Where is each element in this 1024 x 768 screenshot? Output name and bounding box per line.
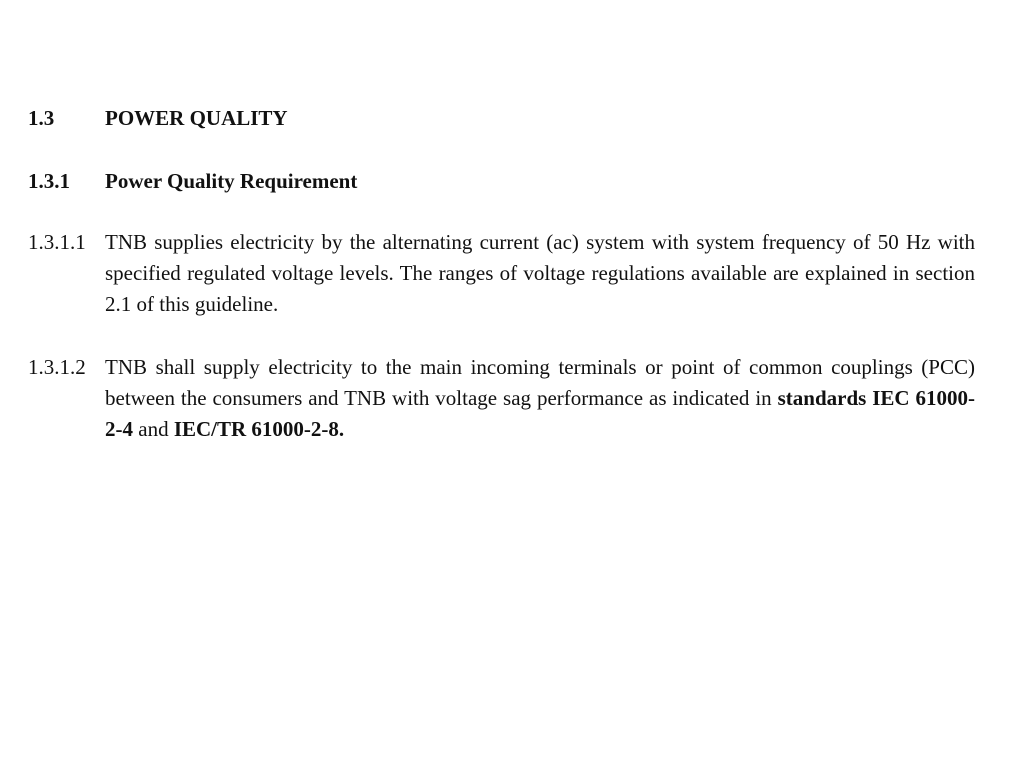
paragraph-text xyxy=(105,227,975,320)
paragraph-1-3-1-2 xyxy=(28,352,975,445)
section-heading-power-quality-requirement xyxy=(28,166,975,197)
section-heading-power-quality xyxy=(28,103,975,134)
text-segment: TNB supplies electricity by the alternating current (ac) system with system frequency of 50 Hz with specified regulated voltage levels. The ranges of voltage regulations available are explained in section 2.1 of this guideline. xyxy=(105,230,975,316)
paragraph-number: 1.3.1.2 xyxy=(28,355,86,379)
section-number: 1.3.1 xyxy=(28,169,70,193)
paragraph-number: 1.3.1.1 xyxy=(28,230,86,254)
bold-text-segment: IEC/TR 61000-2-8. xyxy=(173,417,345,441)
paragraph-text xyxy=(105,352,975,445)
bold-text-segment: standards IEC 61000-2-4 xyxy=(105,386,975,441)
section-title: POWER QUALITY xyxy=(105,106,288,130)
text-segment: and xyxy=(133,417,174,441)
paragraph-1-3-1-1 xyxy=(28,227,975,320)
section-number: 1.3 xyxy=(28,106,55,130)
text-segment: TNB shall supply electricity to the main incoming terminals or point of common couplings (PCC) between the consumers and TNB with voltage sag performance as indicated in xyxy=(105,355,975,410)
section-title: Power Quality Requirement xyxy=(105,169,358,193)
